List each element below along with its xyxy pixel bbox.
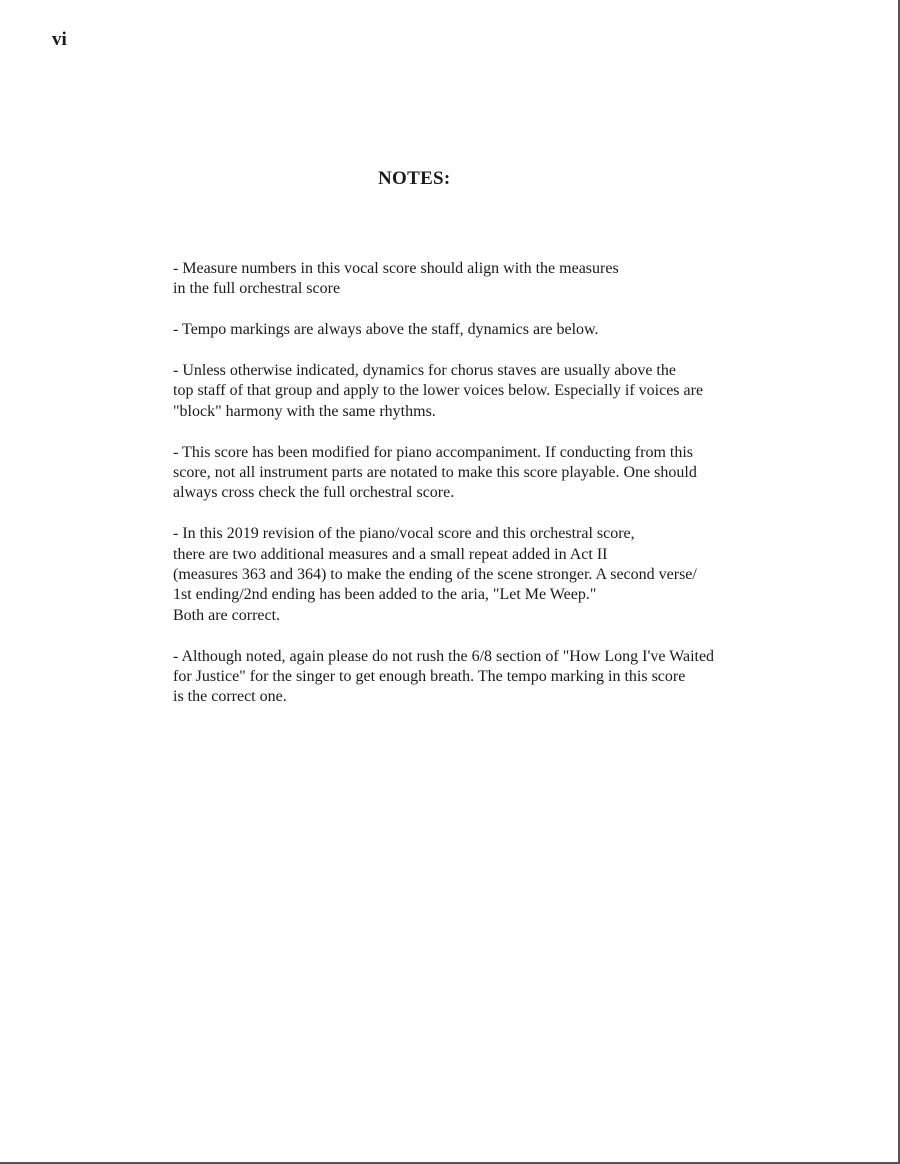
page-number: vi (52, 29, 67, 50)
note-paragraph-2 (173, 320, 813, 340)
notes-list (173, 259, 813, 728)
note-line: (measures 363 and 364) to make the ending of the scene stronger. A second verse/ (173, 566, 697, 584)
note-line: is the correct one. (173, 688, 287, 706)
note-line: score, not all instrument parts are notated to make this score playable. One should (173, 464, 697, 482)
page-title: NOTES: (378, 168, 451, 189)
note-paragraph-6 (173, 647, 813, 708)
note-line: - Tempo markings are always above the staff, dynamics are below. (173, 321, 599, 339)
note-paragraph-1 (173, 259, 813, 300)
note-line: Both are correct. (173, 606, 281, 624)
note-line: "block" harmony with the same rhythms. (173, 402, 436, 420)
note-line: 1st ending/2nd ending has been added to the aria, "Let Me Weep." (173, 586, 597, 604)
note-line: top staff of that group and apply to the lower voices below. Especially if voices are (173, 382, 704, 400)
note-line: - This score has been modified for piano accompaniment. If conducting from this (173, 443, 693, 461)
note-line: always cross check the full orchestral score. (173, 484, 455, 502)
note-paragraph-3 (173, 361, 813, 422)
note-line: - Unless otherwise indicated, dynamics for chorus staves are usually above the (173, 362, 676, 379)
note-line: there are two additional measures and a small repeat added in Act II (173, 545, 608, 563)
note-line: for Justice" for the singer to get enough breath. The tempo marking in this score (173, 668, 686, 686)
note-line: - Measure numbers in this vocal score should align with the measures (173, 260, 619, 277)
note-line: in the full orchestral score (173, 280, 341, 298)
note-paragraph-4 (173, 443, 813, 504)
note-line: - Although noted, again please do not rush the 6/8 section of "How Long I've Waited (173, 647, 715, 665)
note-paragraph-5 (173, 524, 813, 626)
note-line: - In this 2019 revision of the piano/vocal score and this orchestral score, (173, 525, 635, 543)
